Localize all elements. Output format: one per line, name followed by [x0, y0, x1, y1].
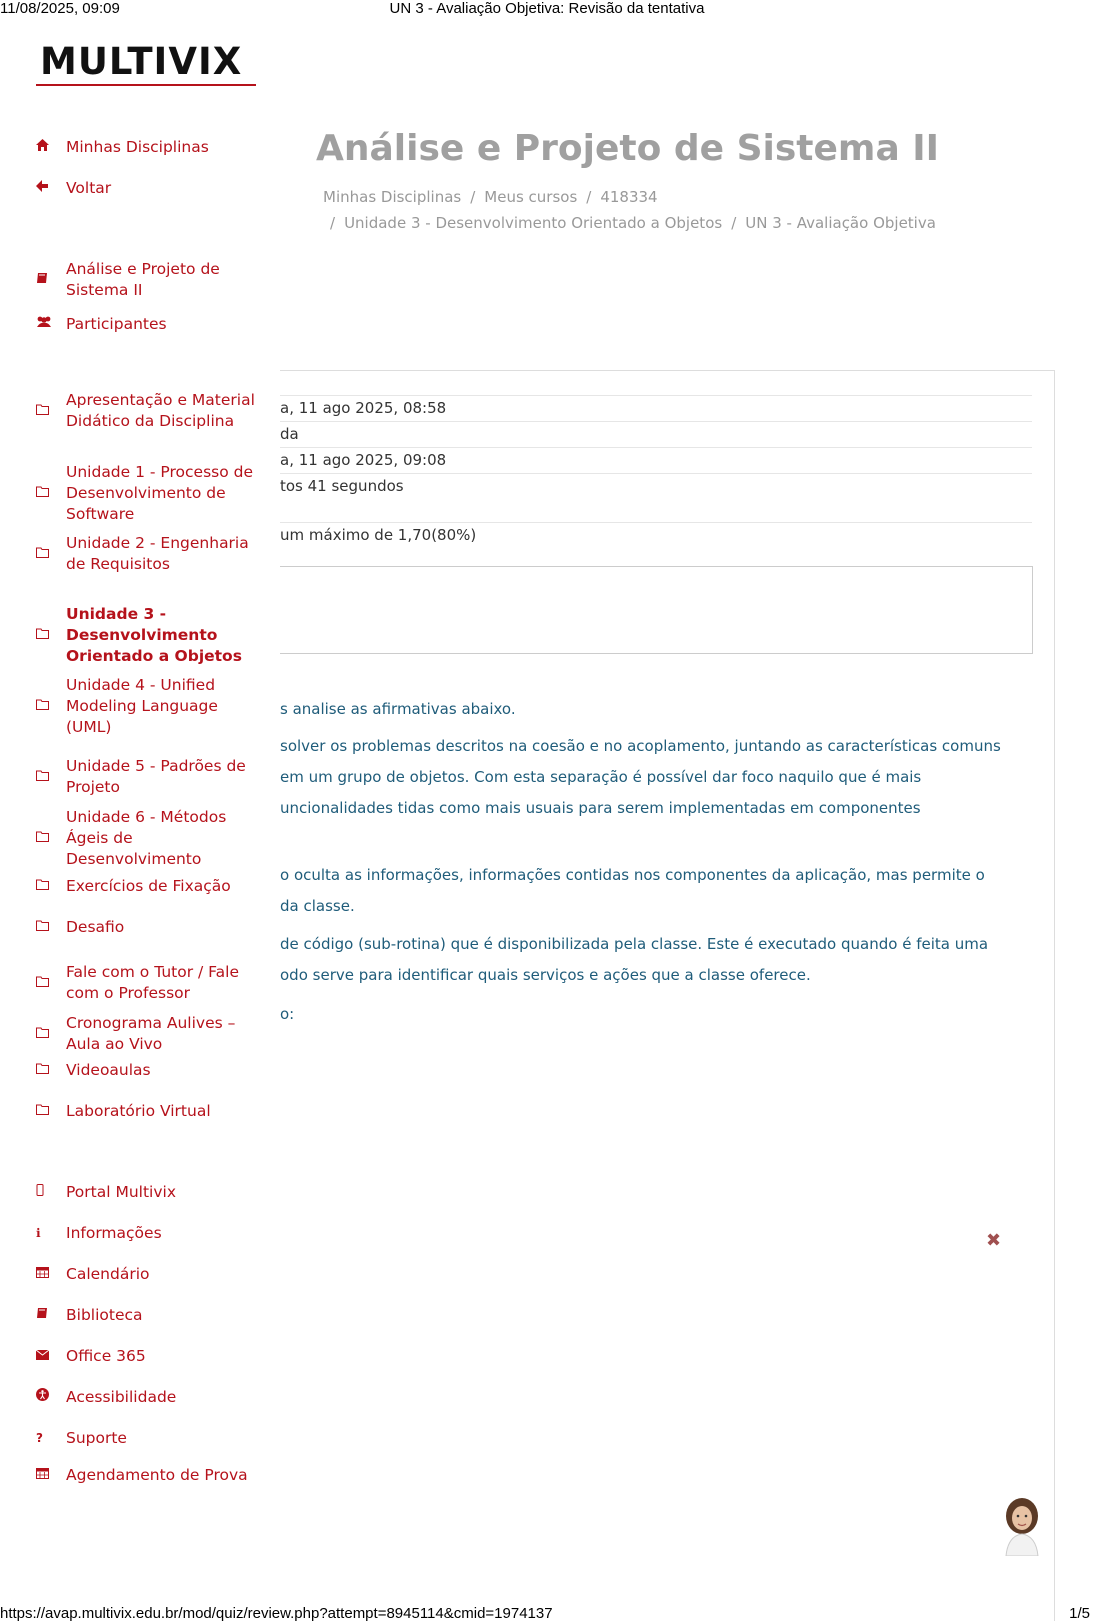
home-icon: [36, 137, 66, 158]
print-footer: [0, 1605, 1094, 1623]
print-url: https://avap.multivix.edu.br/mod/quiz/review.php?attempt=8945114&cmid=1974137: [0, 1605, 553, 1622]
envelope-icon: [36, 1346, 66, 1367]
close-icon[interactable]: ✖: [986, 1230, 1002, 1251]
folder-icon: [36, 917, 66, 938]
breadcrumb: Minhas Disciplinas / Meus cursos / 418334: [323, 188, 658, 206]
question-line: em um grupo de objetos. Com esta separação é possível dar foco naquilo que é mais: [280, 768, 922, 786]
sidebar-section-apresentacao[interactable]: Apresentação e Material Didático da Disciplina: [36, 390, 256, 432]
breadcrumb-unidade-3[interactable]: Unidade 3 - Desenvolvimento Orientado a Objetos: [344, 214, 723, 232]
sidebar-item-portal-multivix[interactable]: Portal Multivix: [36, 1182, 256, 1203]
sidebar-section-fale-tutor[interactable]: Fale com o Tutor / Fale com o Professor: [36, 962, 256, 1004]
breadcrumb-course-id[interactable]: 418334: [600, 188, 658, 206]
page-title: Análise e Projeto de Sistema II: [316, 128, 940, 169]
question-line: o oculta as informações, informações contidas nos componentes da aplicação, mas permite o: [280, 866, 985, 884]
question-line: de código (sub-rotina) que é disponibilizada pela classe. Este é executado quando é feita uma: [280, 935, 989, 953]
sidebar-item-calendario[interactable]: Calendário: [36, 1264, 256, 1285]
sidebar-section-cronograma[interactable]: Cronograma Aulives – Aula ao Vivo: [36, 1013, 256, 1055]
assistant-avatar-icon[interactable]: [1000, 1496, 1044, 1556]
sidebar-section-desafio[interactable]: Desafio: [36, 917, 256, 938]
question-line: da classe.: [280, 897, 355, 915]
sidebar-section-unidade-1[interactable]: Unidade 1 - Processo de Desenvolvimento de Software: [36, 462, 256, 525]
folder-icon: [36, 483, 66, 504]
sidebar-item-course[interactable]: Análise e Projeto de Sistema II: [36, 259, 256, 301]
summary-time-taken: tos 41 segundos: [280, 473, 1032, 501]
arrow-left-icon: [36, 178, 66, 199]
folder-icon: [36, 767, 66, 788]
folder-icon: [36, 876, 66, 897]
sidebar: [0, 0, 280, 1623]
feedback-box: [280, 566, 1033, 654]
question-line: solver os problemas descritos na coesão e no acoplamento, juntando as características comuns: [280, 737, 1001, 755]
info-icon: ℹ: [36, 1226, 41, 1240]
question-icon: ?: [36, 1431, 43, 1445]
sidebar-item-acessibilidade[interactable]: Acessibilidade: [36, 1387, 256, 1408]
calendar-icon: [36, 1465, 66, 1486]
breadcrumb-avaliacao[interactable]: UN 3 - Avaliação Objetiva: [745, 214, 936, 232]
folder-icon: [36, 973, 66, 994]
calendar-icon: [36, 1264, 66, 1285]
sidebar-section-unidade-6[interactable]: Unidade 6 - Métodos Ágeis de Desenvolvimento: [36, 807, 256, 870]
sidebar-item-informacoes[interactable]: ℹ Informações: [36, 1224, 162, 1242]
mobile-icon: [36, 1182, 66, 1203]
accessibility-icon: [36, 1387, 66, 1408]
book-icon: [36, 270, 66, 291]
folder-icon: [36, 625, 66, 646]
folder-icon: [36, 1024, 66, 1045]
breadcrumb-line-2: / Unidade 3 - Desenvolvimento Orientado a Objetos / UN 3 - Avaliação Objetiva: [330, 214, 936, 232]
summary-completed: a, 11 ago 2025, 09:08: [280, 447, 1032, 475]
sidebar-item-suporte[interactable]: ? Suporte: [36, 1429, 127, 1447]
question-line: uncionalidades tidas como mais usuais para serem implementadas em componentes: [280, 799, 921, 817]
users-icon: [36, 314, 66, 335]
sidebar-item-biblioteca[interactable]: Biblioteca: [36, 1305, 256, 1326]
summary-grade: um máximo de 1,70(80%): [280, 522, 1032, 550]
sidebar-section-laboratorio[interactable]: Laboratório Virtual: [36, 1101, 256, 1122]
breadcrumb-meus-cursos[interactable]: Meus cursos: [484, 188, 578, 206]
folder-icon: [36, 696, 66, 717]
summary-started: a, 11 ago 2025, 08:58: [280, 395, 1032, 423]
sidebar-item-voltar[interactable]: Voltar: [36, 178, 256, 199]
print-page-number: 1/5: [1069, 1605, 1090, 1622]
sidebar-section-unidade-4[interactable]: Unidade 4 - Unified Modeling Language (UML): [36, 675, 256, 738]
sidebar-section-exercicios[interactable]: Exercícios de Fixação: [36, 876, 256, 897]
sidebar-section-unidade-3[interactable]: Unidade 3 - Desenvolvimento Orientado a Objetos: [36, 604, 256, 667]
folder-icon: [36, 544, 66, 565]
question-line: o:: [280, 1005, 295, 1023]
breadcrumb-minhas-disciplinas[interactable]: Minhas Disciplinas: [323, 188, 462, 206]
content-panel: [280, 370, 1055, 1621]
folder-icon: [36, 1101, 66, 1122]
sidebar-item-minhas-disciplinas[interactable]: Minhas Disciplinas: [36, 137, 256, 158]
summary-state: da: [280, 421, 1032, 449]
folder-icon: [36, 401, 66, 422]
sidebar-section-unidade-5[interactable]: Unidade 5 - Padrões de Projeto: [36, 756, 256, 798]
logo-text: MULTIVIX: [40, 40, 243, 83]
print-datetime: 11/08/2025, 09:09: [0, 0, 120, 17]
folder-icon: [36, 828, 66, 849]
question-line: s analise as afirmativas abaixo.: [280, 700, 516, 718]
sidebar-section-videoaulas[interactable]: Videoaulas: [36, 1060, 256, 1081]
sidebar-item-participantes[interactable]: Participantes: [36, 314, 256, 335]
book-icon: [36, 1305, 66, 1326]
print-title: UN 3 - Avaliação Objetiva: Revisão da tentativa: [389, 0, 705, 17]
sidebar-item-agendamento-prova[interactable]: Agendamento de Prova: [36, 1465, 256, 1486]
sidebar-section-unidade-2[interactable]: Unidade 2 - Engenharia de Requisitos: [36, 533, 256, 575]
question-line: odo serve para identificar quais serviços e ações que a classe oferece.: [280, 966, 811, 984]
sidebar-item-office-365[interactable]: Office 365: [36, 1346, 256, 1367]
folder-icon: [36, 1060, 66, 1081]
